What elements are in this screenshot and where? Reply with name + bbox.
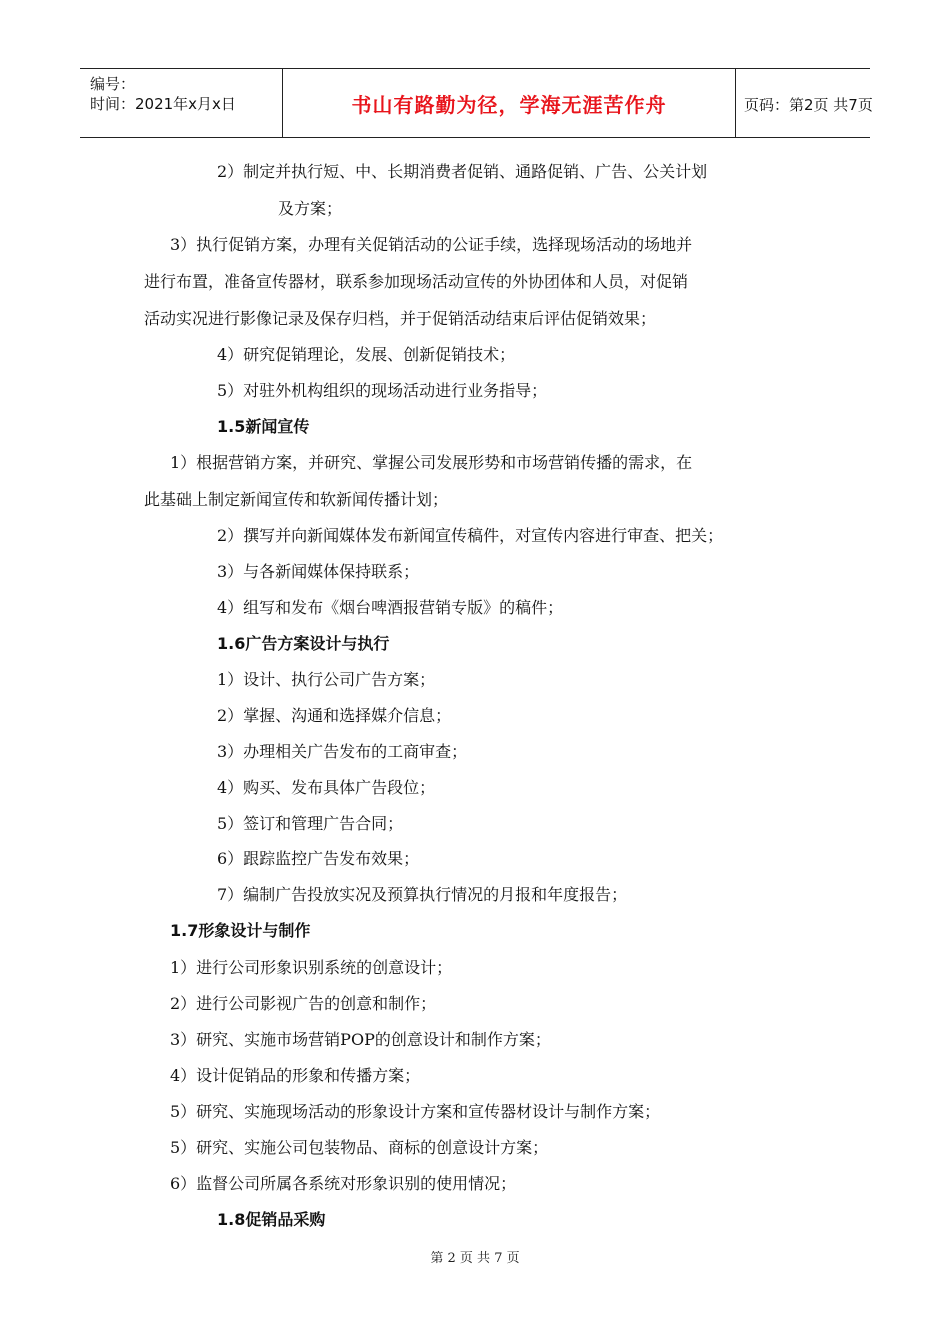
body-line: 3）研究、实施市场营销POP的创意设计和制作方案；: [170, 1030, 551, 1049]
body-line: 2）进行公司影视广告的创意和制作；: [170, 994, 437, 1013]
header-page-label: 页码：第2页 共7页: [744, 96, 873, 114]
page-footer: [0, 1247, 950, 1266]
body-line: 1）根据营销方案，并研究、掌握公司发展形势和市场营销传播的需求，在: [170, 453, 693, 472]
body-line: 6）跟踪监控广告发布效果；: [217, 849, 420, 868]
body-line: 4）设计促销品的形象和传播方案；: [170, 1066, 421, 1085]
body-line: 1）进行公司形象识别系统的创意设计；: [170, 958, 453, 977]
header-middle-cell: [283, 69, 736, 137]
header-left-cell: [80, 69, 283, 137]
body-line: 2）制定并执行短、中、长期消费者促销、通路促销、广告、公关计划: [217, 162, 708, 181]
section-heading: 1.5新闻宣传: [217, 417, 310, 436]
body-line: 进行布置，准备宣传器材，联系参加现场活动宣传的外协团体和人员，对促销: [144, 272, 689, 291]
footer-page-info: 第 2 页 共 7 页: [430, 1251, 520, 1266]
body-line: 及方案；: [278, 199, 343, 218]
body-line: 2）掌握、沟通和选择媒介信息；: [217, 706, 452, 725]
section-heading: 1.7形象设计与制作: [170, 921, 311, 940]
body-line: 4）研究促销理论，发展、创新促销技术；: [217, 345, 516, 364]
body-line: 5）研究、实施现场活动的形象设计方案和宣传器材设计与制作方案；: [170, 1102, 661, 1121]
header-motto: 书山有路勤为径，学海无涯苦作舟: [351, 93, 667, 117]
body-line: 4）购买、发布具体广告段位；: [217, 778, 436, 797]
body-line: 5）对驻外机构组织的现场活动进行业务指导；: [217, 381, 548, 400]
body-line: 5）研究、实施公司包装物品、商标的创意设计方案；: [170, 1138, 549, 1157]
header-right-cell: [736, 69, 873, 137]
section-heading: 1.8促销品采购: [217, 1210, 326, 1229]
body-line: 4）组写和发布《烟台啤酒报营销专版》的稿件；: [217, 598, 564, 617]
body-line: 3）与各新闻媒体保持联系；: [217, 562, 420, 581]
body-line: 5）签订和管理广告合同；: [217, 814, 404, 833]
body-line: 3）执行促销方案，办理有关促销活动的公证手续，选择现场活动的场地并: [170, 235, 693, 254]
section-heading: 1.6广告方案设计与执行: [217, 634, 390, 653]
document-date-label: 时间：2021年x月x日: [90, 95, 236, 113]
body-line: 1）设计、执行公司广告方案；: [217, 670, 436, 689]
body-line: 2）撰写并向新闻媒体发布新闻宣传稿件，对宣传内容进行审查、把关；: [217, 526, 724, 545]
body-line: 6）监督公司所属各系统对形象识别的使用情况；: [170, 1174, 517, 1193]
body-line: 3）办理相关广告发布的工商审查；: [217, 742, 468, 761]
body-line: 此基础上制定新闻宣传和软新闻传播计划；: [144, 490, 449, 509]
page-header: [80, 68, 873, 138]
body-line: 活动实况进行影像记录及保存归档，并于促销活动结束后评估促销效果；: [144, 309, 657, 328]
document-number-label: 编号：: [90, 75, 136, 93]
body-line: 7）编制广告投放实况及预算执行情况的月报和年度报告；: [217, 885, 628, 904]
